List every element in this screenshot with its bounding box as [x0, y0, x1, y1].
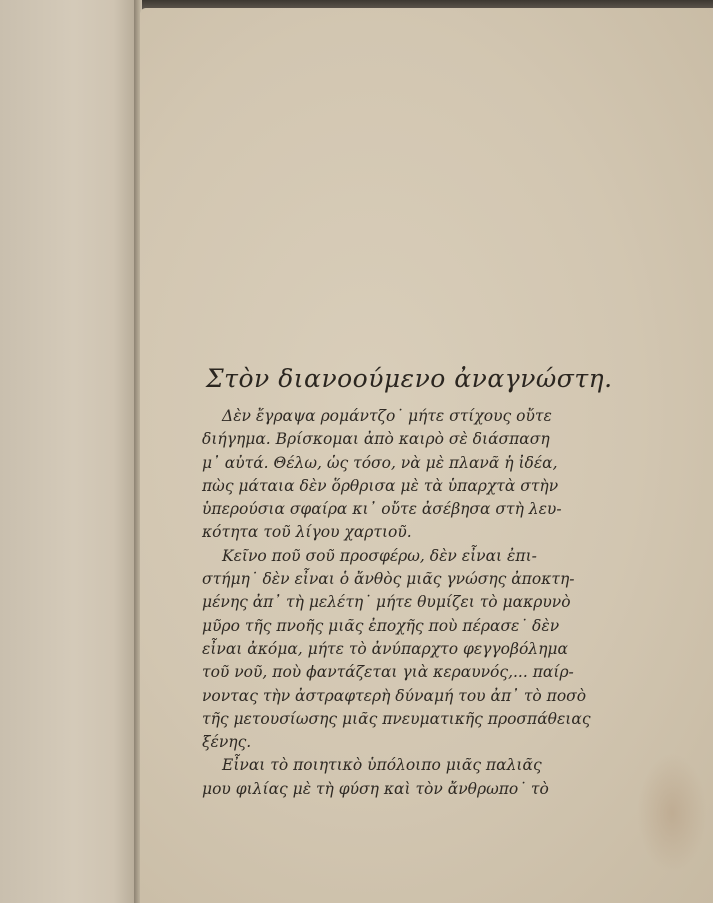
- text-line: νοντας τὴν ἀστραφτερὴ δύναμή του ἀπ᾽ τὸ ποσὸ: [202, 686, 587, 705]
- text-line: διήγημα. Βρίσκομαι ἀπὸ καιρὸ σὲ διάσπαση: [202, 430, 550, 449]
- text-line: ὑπερούσια σφαίρα κι᾽ οὔτε ἀσέβησα στὴ λευ-: [202, 500, 562, 519]
- text-line: πὼς μάταια δὲν ὅρθρισα μὲ τὰ ὑπαρχτὰ στὴν: [202, 476, 559, 495]
- body-text: [202, 405, 642, 801]
- text-line: Εἶναι τὸ ποιητικὸ ὑπόλοιπο μιᾶς παλιᾶς: [222, 756, 542, 775]
- left-page: [0, 0, 134, 903]
- text-line: μῦρο τῆς πνοῆς μιᾶς ἐποχῆς ποὺ πέρασε˙ δὲν: [202, 616, 560, 635]
- text-line: τοῦ νοῦ, ποὺ ϕαντάζεται γιὰ κεραυνός,... παίρ-: [202, 663, 574, 682]
- text-line: τῆς μετουσίωσης μιᾶς πνευματικῆς προσπάθειας: [202, 709, 591, 728]
- text-line: κότητα τοῦ λίγου χαρτιοῦ.: [202, 523, 412, 542]
- text-line: Δὲν ἔγραψα ρομάντζο˙ μήτε στίχους οὔτε: [222, 407, 552, 425]
- text-line: μου φιλίας μὲ τὴ φύση καὶ τὸν ἄνθρωπο˙ τὸ: [202, 779, 549, 798]
- text-line: Κεῖνο ποῦ σοῦ προσφέρω, δὲν εἶναι ἐπι-: [222, 546, 537, 565]
- text-line: μ᾽ αὐτά. Θέλω, ὡς τόσο, νὰ μὲ πλανᾶ ἡ ἰδέα,: [202, 453, 558, 472]
- paper-stain: [637, 753, 707, 873]
- text-line: ξένης.: [202, 733, 252, 752]
- page-heading: Στὸν διανοούμενο ἀναγνώστη.: [206, 364, 613, 393]
- text-line: εἶναι ἀκόμα, μήτε τὸ ἀνύπαρχτο φεγγοβόλημα: [202, 639, 568, 658]
- text-line: μένης ἀπ᾽ τὴ μελέτη˙ μήτε θυμίζει τὸ μακρυνὸ: [202, 593, 571, 612]
- text-line: στήμη˙ δὲν εἶναι ὁ ἄνθὸς μιᾶς γνώσης ἀποκτη-: [202, 570, 575, 589]
